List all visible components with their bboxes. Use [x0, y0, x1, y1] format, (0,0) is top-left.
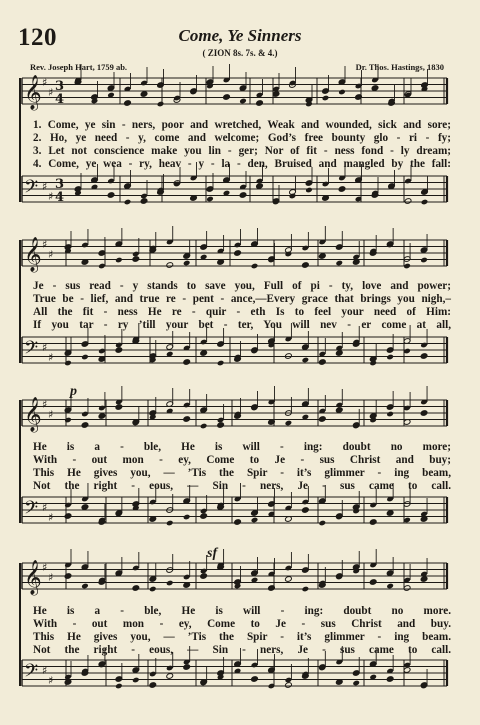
note-head: [335, 407, 343, 414]
note-head: [132, 677, 140, 684]
note-head: [285, 682, 293, 689]
note-head: [234, 519, 242, 526]
note-head: [140, 91, 148, 98]
lyric-verse-4: If you tar - ry ’till your bet - ter, You will nev - er come at all,: [33, 319, 451, 331]
note-head: [140, 198, 148, 205]
lyric-verse-4: Not the right - eous, — Sin - ners, Je - sus came to call.: [33, 644, 451, 656]
note-head: [386, 354, 394, 361]
note-head: [183, 514, 191, 521]
note-head: [338, 89, 346, 96]
lyric-verse-2: With - out mon - ey, Come to Je - sus Christ and buy;: [33, 454, 451, 466]
bass-clef-icon: 𝄢: [24, 498, 39, 523]
note-head: [183, 416, 191, 423]
note-head: [64, 573, 72, 580]
note-head: [166, 520, 174, 527]
note-head: [200, 513, 208, 520]
key-signature-icon: ♯: [42, 238, 48, 251]
note-head: [81, 504, 89, 511]
bass-clef-icon: 𝄢: [24, 177, 39, 202]
note-head: [352, 680, 360, 687]
note-head: [386, 676, 394, 683]
note-head: [369, 579, 377, 586]
key-signature-icon: ♯: [48, 408, 54, 421]
time-signature: 4: [55, 92, 65, 107]
note-head: [256, 183, 264, 190]
note-head: [285, 353, 293, 360]
note-head: [319, 520, 327, 527]
note-head: [420, 257, 428, 264]
note-head: [81, 354, 89, 361]
lyric-verse-1: He is a - ble, He is will - ing: doubt no more;: [33, 441, 451, 453]
note-head: [371, 85, 379, 92]
note-head: [115, 257, 123, 264]
note-head: [319, 253, 327, 260]
note-head: [64, 360, 72, 367]
lyric-verse-1: Je - sus read - y stands to save you, Full of pi - ty, love and power;: [33, 280, 451, 292]
dynamic-piano: p: [70, 384, 77, 399]
note-head: [166, 580, 174, 587]
lyric-verse-3: All the fit - ness He re - quir - eth Is to feel your need of Him:: [33, 306, 451, 318]
note-head: [338, 186, 346, 193]
note-head: [64, 513, 72, 520]
note-head: [335, 260, 343, 267]
note-head: [157, 101, 165, 108]
lyric-verse-3: This He gives you, — ’Tis the Spir - it’s glimmer - ing beam.: [33, 631, 451, 643]
note-head: [124, 100, 132, 107]
note-head: [386, 583, 394, 590]
note-head: [268, 585, 276, 592]
lyric-verse-3: 3. Let not conscience make you lin - ger; Nor of fit - ness fond - ly dream;: [33, 145, 451, 157]
note-head: [132, 256, 140, 263]
note-head: [81, 583, 89, 590]
key-signature-icon: ♯: [48, 248, 54, 261]
note-head: [115, 683, 123, 690]
key-signature-icon: ♯: [42, 664, 48, 677]
key-signature-icon: ♯: [48, 511, 54, 524]
time-signature: 3: [55, 79, 65, 94]
lyric-verse-2: 2. Ho, ye need - y, come and welcome; God’s free bounty glo - ri - fy;: [33, 132, 451, 144]
lyric-verse-3: This He gives you, — ’Tis the Spir - it’s glimmer - ing beam,: [33, 467, 451, 479]
note-head: [420, 353, 428, 360]
hymn-number: 120: [18, 24, 57, 51]
note-head: [107, 192, 115, 199]
lyric-verse-2: With - out mon - ey, Come to Je - sus Christ and buy.: [33, 618, 451, 630]
lyricist-credit: Rev. Joseph Hart, 1759 ab.: [30, 62, 128, 72]
note-head: [124, 199, 132, 206]
key-signature-icon: ♯: [42, 501, 48, 514]
lyric-verse-4: 4. Come, ye wea - ry, heav - y - la - den, Bruised and mangled by the fall:: [33, 158, 451, 170]
treble-clef-icon: 𝄞: [24, 237, 42, 272]
note-head: [166, 262, 174, 269]
note-head: [166, 673, 174, 680]
note-head: [239, 192, 247, 199]
hymn-title: Come, Ye Sinners: [178, 26, 302, 45]
note-head: [183, 359, 191, 366]
treble-clef-icon: 𝄞: [24, 560, 42, 595]
composer-credit: Dr. Thos. Hastings, 1830: [355, 62, 444, 72]
note-head: [217, 422, 225, 429]
note-head: [183, 260, 191, 267]
note-head: [302, 357, 310, 364]
note-head: [285, 420, 293, 427]
note-head: [302, 586, 310, 593]
note-head: [335, 350, 343, 357]
note-head: [386, 411, 394, 418]
note-head: [251, 517, 259, 524]
note-head: [369, 519, 377, 526]
note-head: [322, 95, 330, 102]
note-head: [200, 573, 208, 580]
note-head: [319, 359, 327, 366]
note-head: [404, 198, 412, 205]
note-head: [421, 199, 429, 206]
lyric-verse-2: True be - lief, and true re - pent - ance,—Every grace that brings you nigh,–: [33, 293, 451, 305]
note-head: [149, 586, 157, 593]
note-head: [239, 98, 247, 105]
note-head: [302, 262, 310, 269]
note-head: [285, 576, 293, 583]
lyric-verse-1: He is a - ble, He is will - ing: doubt no more.: [33, 605, 451, 617]
dynamic-sforzando: sf: [207, 546, 218, 561]
note-head: [200, 423, 208, 430]
lyric-verse-4: Not the right - eous, — Sin - ners, Je - sus came to call.: [33, 480, 451, 492]
note-head: [132, 585, 140, 592]
note-head: [386, 510, 394, 517]
bass-clef-icon: 𝄢: [24, 338, 39, 363]
key-signature-icon: ♯: [42, 76, 48, 89]
note-head: [223, 94, 231, 101]
bass-clef-icon: 𝄢: [24, 661, 39, 686]
note-head: [251, 676, 259, 683]
key-signature-icon: ♯: [42, 341, 48, 354]
time-signature: 4: [55, 190, 65, 205]
key-signature-icon: ♯: [48, 86, 54, 99]
key-signature-icon: ♯: [48, 571, 54, 584]
note-head: [319, 416, 327, 423]
note-head: [149, 682, 157, 689]
key-signature-icon: ♯: [48, 190, 54, 203]
note-head: [251, 263, 259, 270]
time-signature: 3: [55, 177, 65, 192]
key-signature-icon: ♯: [42, 398, 48, 411]
note-head: [206, 196, 214, 203]
key-signature-icon: ♯: [48, 351, 54, 364]
note-head: [420, 576, 428, 583]
note-head: [256, 100, 264, 107]
key-signature-icon: ♯: [48, 674, 54, 687]
tune-meter: ( ZION 8s. 7s. & 4.): [202, 48, 278, 58]
note-head: [98, 413, 106, 420]
note-head: [115, 404, 123, 411]
treble-clef-icon: 𝄞: [24, 75, 42, 110]
note-head: [305, 187, 313, 194]
note-head: [183, 664, 191, 671]
note-head: [234, 250, 242, 257]
treble-clef-icon: 𝄞: [24, 397, 42, 432]
note-head: [420, 410, 428, 417]
note-head: [115, 347, 123, 354]
note-head: [81, 422, 89, 429]
note-head: [302, 507, 310, 514]
note-head: [217, 360, 225, 367]
key-signature-icon: ♯: [42, 561, 48, 574]
note-head: [200, 350, 208, 357]
note-head: [64, 417, 72, 424]
lyric-verse-1: 1. Come, ye sin - ners, poor and wretched, Weak and wounded, sick and sore;: [33, 119, 451, 131]
key-signature-icon: ♯: [42, 180, 48, 193]
